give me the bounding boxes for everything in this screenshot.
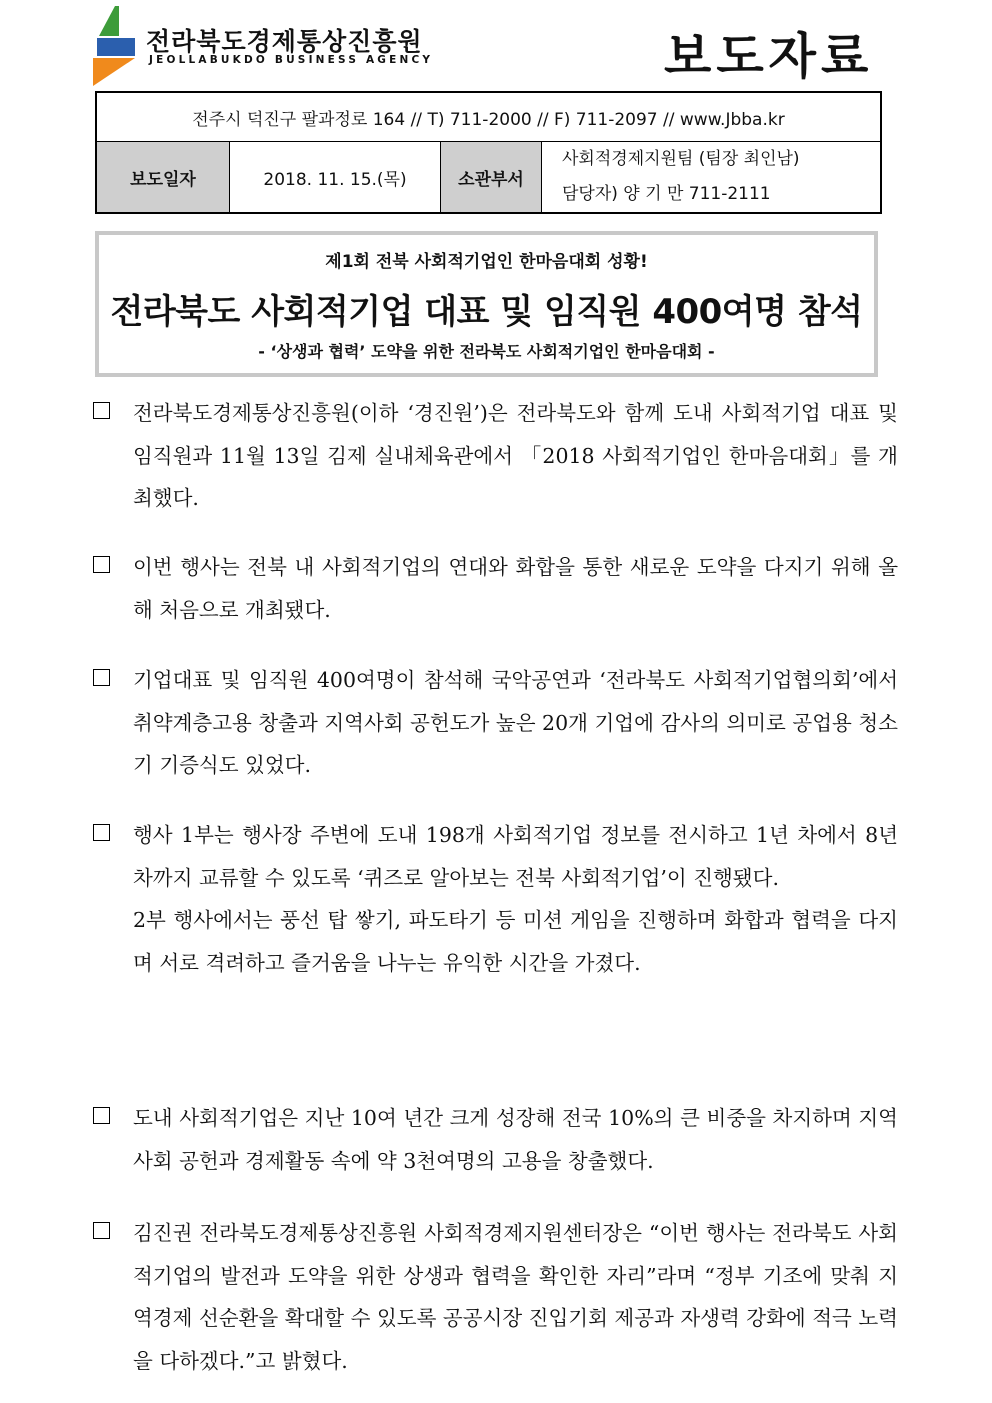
paragraph-text: 행사 1부는 행사장 주변에 도내 198개 사회적기업 정보를 전시하고 1년 차에서 8년 차까지 교류할 수 있도록 ‘퀴즈로 알아보는 전북 사회적기업’이 진행됐다. bbox=[133, 823, 898, 890]
checkbox-bullet-icon bbox=[93, 402, 110, 419]
paragraph-4 bbox=[93, 814, 898, 984]
headline-kicker: 제1회 전북 사회적기업인 한마음대회 성황! bbox=[325, 252, 648, 272]
paragraph-text: 김진권 전라북도경제통상진흥원 사회적경제지원센터장은 “이번 행사는 전라북도 사회적기업의 발전과 도약을 위한 상생과 협력을 확인한 자리”라며 “정부 기조에 맞춰 지역경제 선순환을 확대할 수 있도록 공공시장 진입기회 제공과 자생력 강화에 적극 노력을 다하겠다.”고 밝혔다. bbox=[133, 1221, 898, 1373]
date-value: 2018. 11. 15.(목) bbox=[230, 142, 441, 214]
document-type: 보도자료 bbox=[664, 28, 874, 85]
dept-label: 소관부서 bbox=[441, 142, 542, 214]
headline-subtitle: - ‘상생과 협력’ 도약을 위한 전라북도 사회적기업인 한마음대회 - bbox=[258, 342, 715, 361]
headline-box bbox=[95, 231, 878, 377]
checkbox-bullet-icon bbox=[93, 824, 110, 841]
agency-logo bbox=[93, 6, 135, 86]
org-name-en: JEOLLABUKDO BUSINESS AGENCY bbox=[149, 54, 434, 66]
checkbox-bullet-icon bbox=[93, 1107, 110, 1124]
paragraph-text: 전라북도경제통상진흥원(이하 ‘경진원’)은 전라북도와 함께 도내 사회적기업 대표 및 임직원과 11월 13일 김제 실내체육관에서 「2018 사회적기업인 한마음대회」를 개최했다. bbox=[133, 401, 898, 510]
paragraph-text: 기업대표 및 임직원 400여명이 참석해 국악공연과 ‘전라북도 사회적기업협의회’에서 취약계층고용 창출과 지역사회 공헌도가 높은 20개 기업에 감사의 의미로 공업용 청소기 기증식도 있었다. bbox=[133, 668, 898, 777]
checkbox-bullet-icon bbox=[93, 669, 110, 686]
org-name: 전라북도경제통상진흥원 bbox=[146, 27, 423, 56]
paragraph-5 bbox=[93, 1097, 898, 1182]
dept-value bbox=[542, 142, 882, 214]
paragraph-text: 이번 행사는 전북 내 사회적기업의 연대와 화합을 통한 새로운 도약을 다지기 위해 올해 처음으로 개최됐다. bbox=[133, 555, 898, 622]
paragraph-2 bbox=[93, 546, 898, 631]
paragraph-text: 도내 사회적기업은 지난 10여 년간 크게 성장해 전국 10%의 큰 비중을 차지하며 지역사회 공헌과 경제활동 속에 약 3천여명의 고용을 창출했다. bbox=[133, 1106, 898, 1173]
paragraph-1 bbox=[93, 392, 898, 520]
press-info-table bbox=[95, 91, 882, 214]
dept-contact: 담당자) 양 기 만 711-2111 bbox=[562, 184, 771, 204]
paragraph-6 bbox=[93, 1212, 898, 1382]
headline-title: 전라북도 사회적기업 대표 및 임직원 400여명 참석 bbox=[110, 292, 863, 332]
dept-team: 사회적경제지원팀 (팀장 최인남) bbox=[562, 149, 800, 169]
checkbox-bullet-icon bbox=[93, 556, 110, 573]
address-line: 전주시 덕진구 팔과정로 164 // T) 711-2000 // F) 711-2097 // www.Jbba.kr bbox=[96, 92, 881, 142]
paragraph-continuation: 2부 행사에서는 풍선 탑 쌓기, 파도타기 등 미션 게임을 진행하며 화합과 협력을 다지며 서로 격려하고 즐거움을 나누는 유익한 시간을 가졌다. bbox=[133, 908, 898, 975]
date-label: 보도일자 bbox=[96, 142, 230, 214]
checkbox-bullet-icon bbox=[93, 1222, 110, 1239]
paragraph-3 bbox=[93, 659, 898, 787]
